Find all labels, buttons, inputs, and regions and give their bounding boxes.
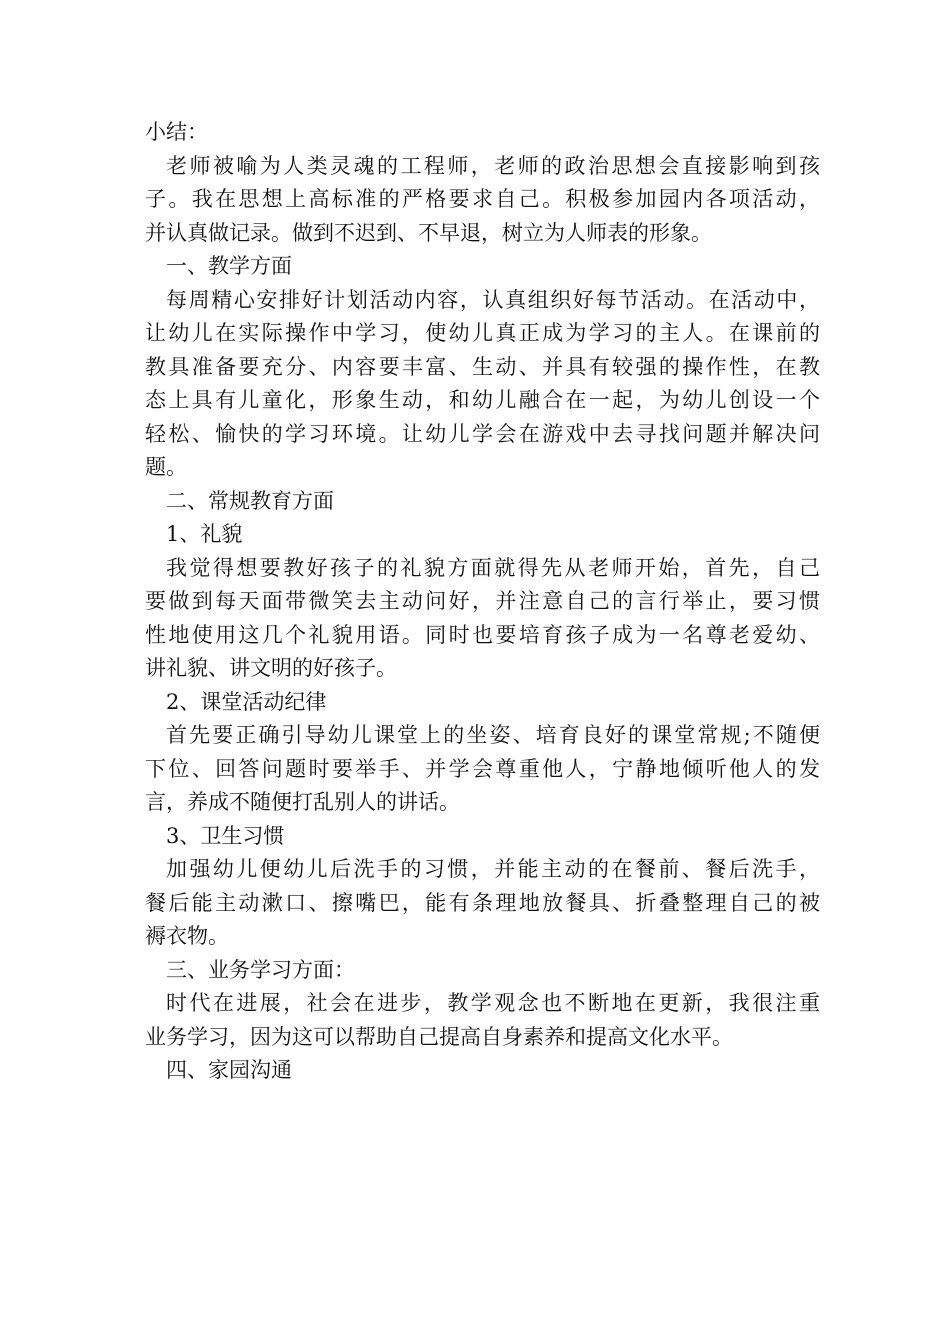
doc-line: 时代在进展，社会在进步，教学观念也不断地在更新，我很注重: [166, 991, 820, 1015]
doc-line: 餐后能主动漱口、擦嘴巴，能有条理地放餐具、折叠整理自己的被: [145, 890, 820, 915]
doc-line: 让幼儿在实际操作中学习，使幼儿真正成为学习的主人。在课前的: [145, 321, 820, 345]
doc-line: 要做到每天面带微笑去主动问好，并注意自己的言行举止，要习惯: [145, 589, 820, 613]
doc-line: 褥衣物。: [145, 924, 229, 948]
doc-line: 教具准备要充分、内容要丰富、生动、并具有较强的操作性，在教: [145, 354, 820, 379]
doc-line: 小结：: [145, 120, 208, 144]
doc-line: 老师被喻为人类灵魂的工程师，老师的政治思想会直接影响到孩: [166, 153, 820, 178]
doc-line: 言，养成不随便打乱别人的讲话。: [145, 790, 460, 814]
doc-line: 轻松、愉快的学习环境。让幼儿学会在游戏中去寻找问题并解决问: [145, 421, 820, 446]
doc-line: 子。我在思想上高标准的严格要求自己。积极参加园内各项活动，: [145, 187, 820, 211]
section-heading: 一、教学方面: [166, 254, 292, 278]
doc-line: 加强幼儿便幼儿后洗手的习惯，并能主动的在餐前、餐后洗手，: [166, 857, 820, 881]
section-heading: 四、家园沟通: [166, 1058, 292, 1082]
doc-line: 我觉得想要教好孩子的礼貌方面就得先从老师开始，首先，自己: [166, 555, 820, 580]
doc-line: 性地使用这几个礼貌用语。同时也要培育孩子成为一名尊老爱幼、: [145, 622, 820, 647]
doc-line: 题。: [145, 455, 187, 479]
subsection-heading: 1、礼貌: [166, 522, 243, 546]
doc-line: 并认真做记录。做到不迟到、不早退，树立为人师表的形象。: [145, 220, 712, 245]
doc-line: 首先要正确引导幼儿课堂上的坐姿、培育良好的课堂常规;不随便: [166, 723, 820, 747]
doc-line: 态上具有儿童化，形象生动，和幼儿融合在一起，为幼儿创设一个: [145, 388, 820, 412]
doc-line: 业务学习，因为这可以帮助自己提高自身素养和提高文化水平。: [145, 1024, 733, 1049]
document-page: [145, 116, 820, 1088]
subsection-heading: 2、课堂活动纪律: [166, 689, 327, 714]
section-heading: 二、常规教育方面: [166, 488, 334, 513]
subsection-heading: 3、卫生习惯: [166, 823, 285, 848]
doc-line: 下位、回答问题时要举手、并学会尊重他人，宁静地倾听他人的发: [145, 756, 820, 781]
doc-line: 讲礼貌、讲文明的好孩子。: [145, 656, 397, 680]
section-heading: 三、业务学习方面：: [166, 957, 355, 982]
doc-line: 每周精心安排好计划活动内容，认真组织好每节活动。在活动中，: [166, 287, 820, 312]
